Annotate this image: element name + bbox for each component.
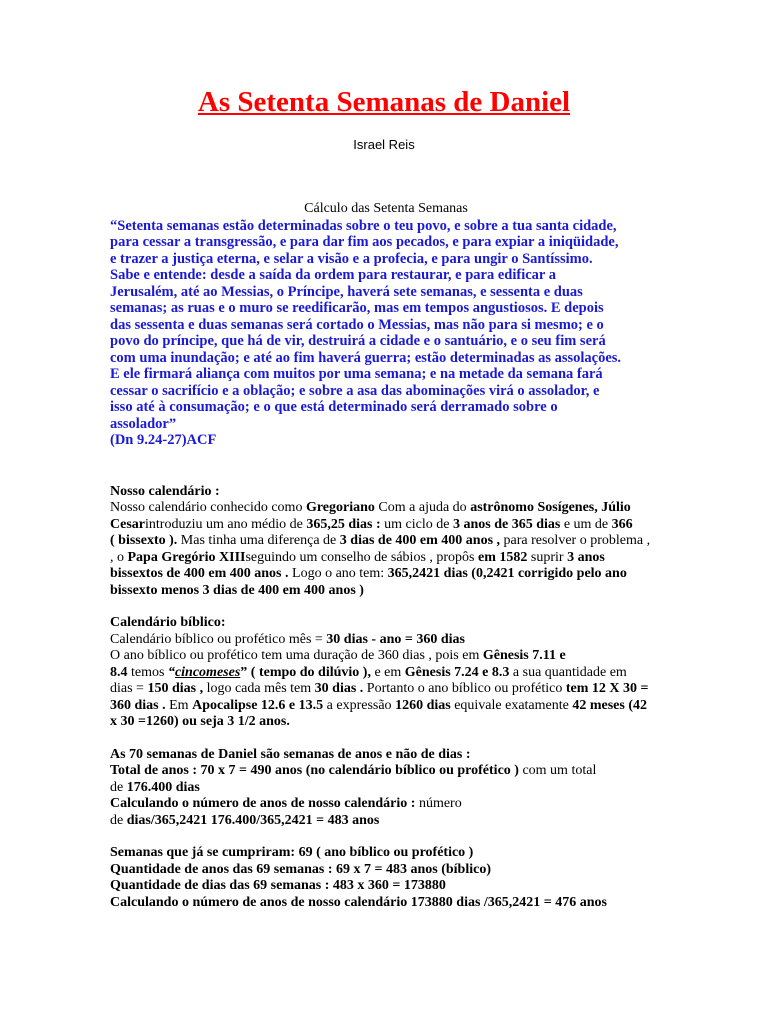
section-heading: Nosso calendário :: [110, 483, 220, 499]
quote-line: das sessenta e duas semanas será cortado o Messias, mas não para si mesmo; e o: [110, 316, 604, 333]
paragraph-line: ( bissexto ). Mas tinha uma diferença de 3 dias de 400 em 400 anos , para resolver o problema ,: [110, 533, 651, 548]
quote-line: Sabe e entende: desde a saída da ordem para restaurar, e para edificar a: [110, 267, 556, 283]
document-body: [110, 201, 662, 911]
paragraph-line: x 30 =1260) ou seja 3 1/2 anos.: [110, 714, 290, 729]
paragraph-line: 8.4 temos “cincomeses” ( tempo do dilúvio ), e em Gênesis 7.24 e 8.3 a sua quantidade em: [110, 664, 627, 680]
section-heading: As 70 semanas de Daniel são semanas de anos e não de dias :: [110, 746, 471, 762]
paragraph-line: Cesarintroduziu um ano médio de 365,25 dias : um ciclo de 3 anos de 365 dias e um de 366: [110, 516, 633, 532]
paragraph-line: Semanas que já se cumpriram: 69 ( ano bíblico ou profético ): [110, 845, 474, 860]
paragraph-line: Calendário bíblico ou profético mês = 30 dias - ano = 360 dias: [110, 631, 465, 647]
section-calendario-biblico: [110, 615, 662, 731]
quote-line: com uma inundação; e até ao fim haverá guerra; estão determinadas as assolações.: [110, 349, 622, 366]
quote-line: assolador”: [110, 415, 177, 432]
paragraph-line: de 176.400 dias: [110, 779, 200, 795]
paragraph-line: bissexto menos 3 dias de 400 em 400 anos ): [110, 582, 364, 598]
paragraph-line: , o Papa Gregório XIIIseguindo um conselho de sábios , propôs em 1582 suprir 3 anos: [110, 549, 605, 565]
calc-heading: Cálculo das Setenta Semanas: [304, 201, 468, 216]
paragraph-line: Nosso calendário conhecido como Gregoriano Com a ajuda do astrônomo Sosígenes, Júlio: [110, 500, 631, 515]
paragraph-line: Calculando o número de anos de nosso calendário 173880 dias /365,2421 = 476 anos: [110, 894, 608, 910]
section-nosso-calendario: [110, 484, 662, 600]
paragraph-line: dias = 150 dias , logo cada mês tem 30 dias . Portanto o ano bíblico ou profético tem 12 X 30 =: [110, 681, 649, 696]
paragraph-line: Total de anos : 70 x 7 = 490 anos (no calendário bíblico ou profético ) com um total: [110, 763, 597, 778]
section-semanas-cumpridas: [110, 845, 662, 911]
scripture-quote: [110, 218, 662, 449]
quote-line: semanas; as ruas e o muro se reedificarão, mas em tempos angustiosos. E depois: [110, 300, 604, 316]
quote-line: e trazer a justiça eterna, e selar a visão e a profecia, e para ungir o Santíssimo.: [110, 250, 593, 267]
quote-line: isso até à consumação; e o que está determinado será derramado sobre o: [110, 399, 558, 415]
paragraph-line: bissextos de 400 em 400 anos . Logo o ano tem: 365,2421 dias (0,2421 corrigido pelo ano: [110, 566, 627, 581]
document-title: As Setenta Semanas de Daniel: [197, 86, 571, 118]
paragraph-line: Calculando o número de anos de nosso calendário : número: [110, 796, 462, 811]
section-setenta-semanas: [110, 747, 662, 830]
paragraph-line: O ano bíblico ou profético tem uma duração de 360 dias , pois em Gênesis 7.11 e: [110, 648, 566, 663]
quote-reference: (Dn 9.24-27)ACF: [110, 432, 217, 448]
paragraph-line: de dias/365,2421 176.400/365,2421 = 483 anos: [110, 812, 380, 828]
paragraph-line: 360 dias . Em Apocalipse 12.6 e 13.5 a expressão 1260 dias equivale exatamente 42 meses (42: [110, 697, 648, 713]
paragraph-line: Quantidade de dias das 69 semanas : 483 x 360 = 173880: [110, 878, 446, 893]
quote-line: cessar o sacrifício e a oblação; e sobre a asa das abominações virá o assolador, e: [110, 382, 600, 399]
quote-line: Jerusalém, até ao Messias, o Príncipe, haverá sete semanas, e sessenta e duas: [110, 283, 583, 300]
quote-line: para cessar a transgressão, e para dar fim aos pecados, e para expiar a iniqüidade,: [110, 234, 619, 250]
quote-line: E ele firmará aliança com muitos por uma semana; e na metade da semana fará: [110, 366, 603, 382]
author-name: Israel Reis: [353, 137, 415, 152]
quote-line: povo do príncipe, que há de vir, destruirá a cidade e o santuário, e o seu fim será: [110, 333, 606, 349]
section-heading: Calendário bíblico:: [110, 615, 226, 630]
quote-line: “Setenta semanas estão determinadas sobre o teu povo, e sobre a tua santa cidade,: [110, 217, 617, 234]
paragraph-line: Quantidade de anos das 69 semanas : 69 x 7 = 483 anos (bíblico): [110, 861, 491, 877]
